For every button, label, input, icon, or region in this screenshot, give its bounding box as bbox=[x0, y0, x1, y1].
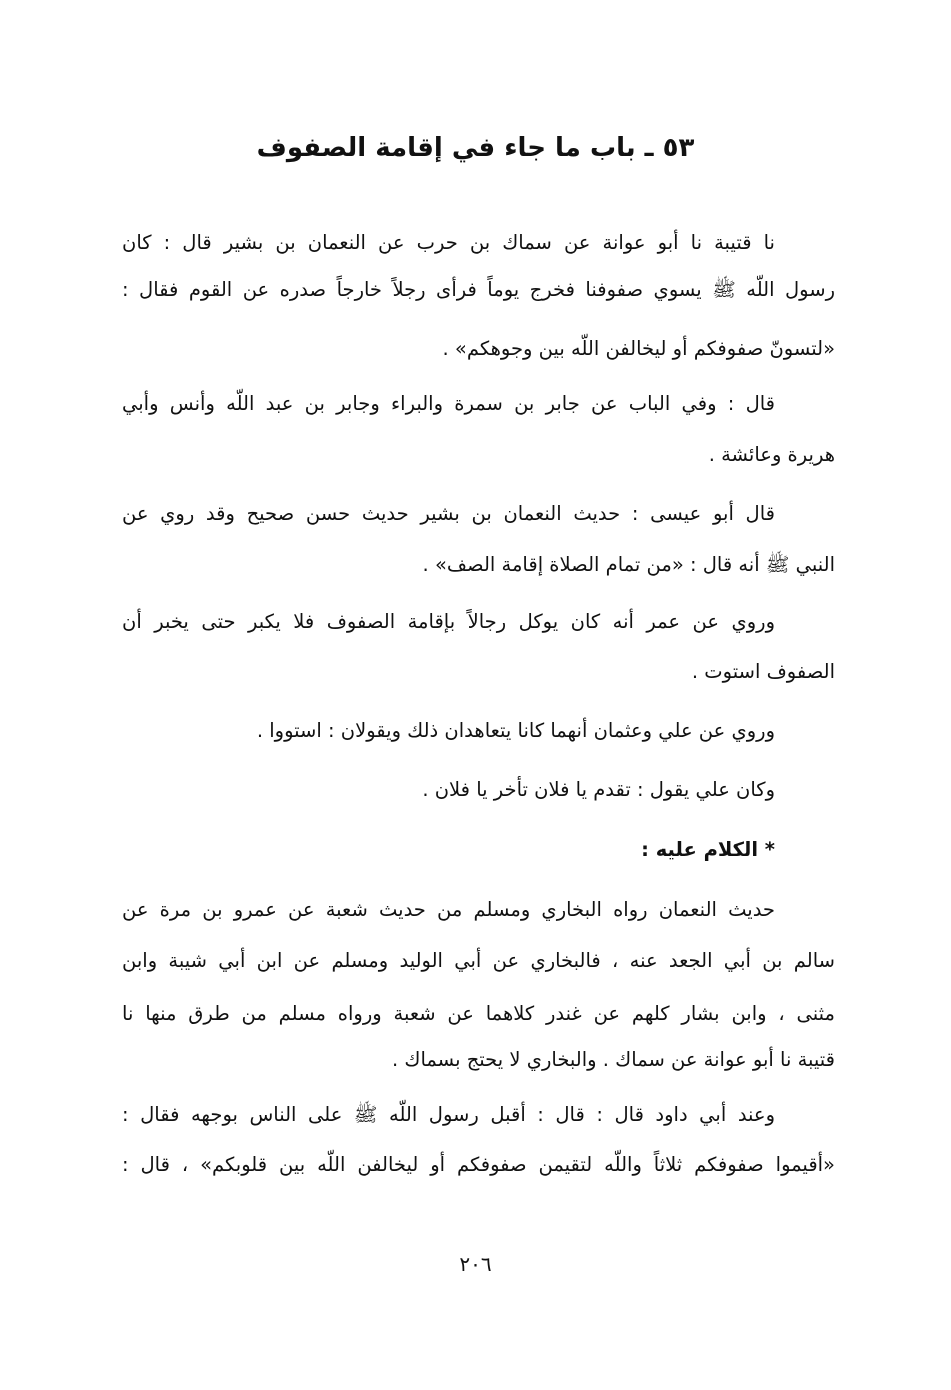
text-line: نا قتيبة نا أبو عوانة عن سماك بن حرب عن النعمان بن بشير قال : كان bbox=[122, 231, 775, 254]
text-line: هريرة وعائشة . bbox=[708, 443, 835, 466]
text-line: الصفوف استوت . bbox=[691, 660, 835, 683]
text-line: وروي عن عمر أنه كان يوكل رجالاً بإقامة الصفوف فلا يكبر حتى يخبر أن bbox=[122, 610, 775, 633]
page-number: ٢٠٦ bbox=[459, 1252, 492, 1276]
text-line: قتيبة نا أبو عوانة عن سماك . والبخاري لا يحتج بسماك . bbox=[392, 1048, 835, 1071]
text-line: مثنى ، وابن بشار كلهم عن غندر كلاهما عن شعبة ورواه مسلم من طرق منها نا bbox=[122, 1002, 835, 1025]
text-line: سالم بن أبي الجعد عنه ، فالبخاري عن أبي الوليد ومسلم عن ابن أبي شيبة وابن bbox=[122, 949, 835, 972]
text-line: وكان علي يقول : تقدم يا فلان تأخر يا فلان . bbox=[422, 778, 775, 801]
text-line: «أقيموا صفوفكم ثلاثاً واللّه لتقيمن صفوفكم أو ليخالفن اللّه بين قلوبكم» ، قال : bbox=[122, 1153, 835, 1176]
text-line: قال أبو عيسى : حديث النعمان بن بشير حديث حسن صحيح وقد روي عن bbox=[122, 502, 775, 525]
text-line: قال : وفي الباب عن جابر بن سمرة والبراء وجابر بن عبد اللّه وأنس وأبي bbox=[122, 392, 775, 415]
text-line: رسول اللّه ﷺ يسوي صفوفنا فخرج يوماً فرأى رجلاً خارجاً صدره عن القوم فقال : bbox=[122, 278, 835, 301]
text-line: «لتسونّ صفوفكم أو ليخالفن اللّه بين وجوهكم» . bbox=[442, 337, 835, 360]
text-line: وعند أبي داود قال : قال : أقبل رسول اللّه ﷺ على الناس بوجهه فقال : bbox=[122, 1103, 775, 1126]
section-heading: * الكلام عليه : bbox=[641, 838, 775, 861]
text-line: النبي ﷺ أنه قال : «من تمام الصلاة إقامة الصف» . bbox=[422, 553, 835, 576]
text-line: وروي عن علي وعثمان أنهما كانا يتعاهدان ذلك ويقولان : استووا . bbox=[256, 719, 775, 742]
text-line: حديث النعمان رواه البخاري ومسلم من حديث شعبة عن عمرو بن مرة عن bbox=[122, 898, 775, 921]
chapter-title: ٥٣ ـ باب ما جاء في إقامة الصفوف bbox=[256, 133, 695, 163]
